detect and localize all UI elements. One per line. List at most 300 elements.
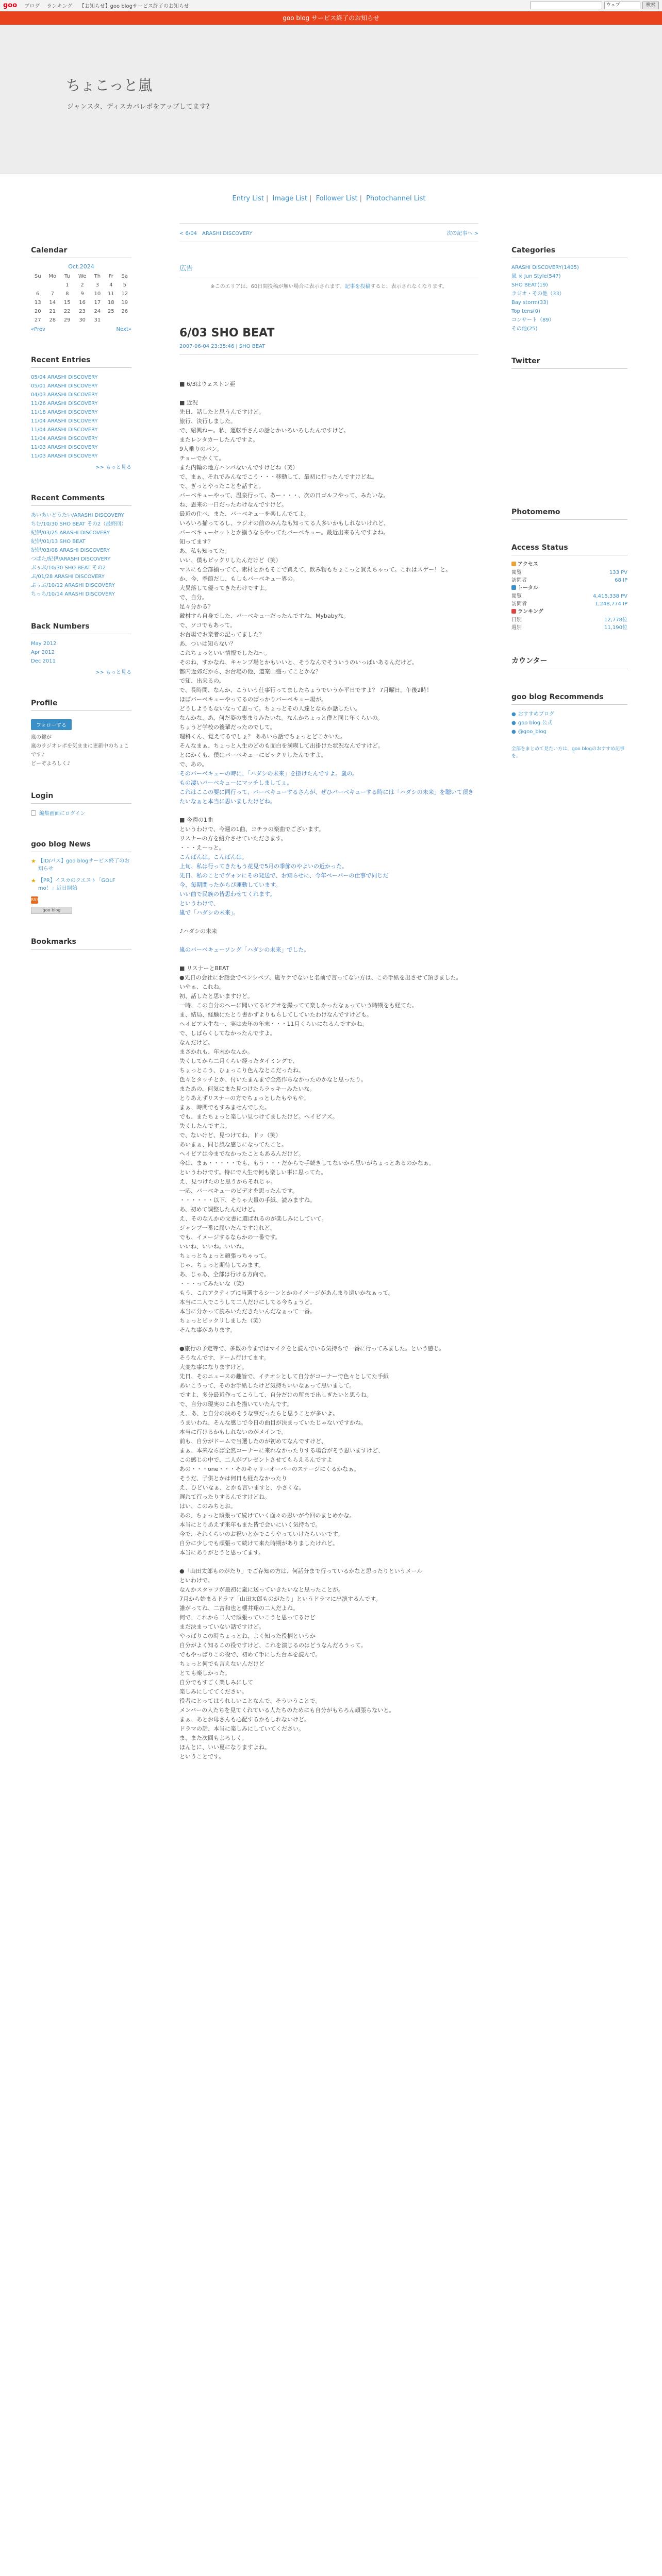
ad-notice-text2: すると、表示されなくなります。 — [370, 284, 448, 290]
twitter — [511, 357, 627, 369]
post-paragraph: ちょっとピックリしました（笑） — [179, 1317, 264, 1324]
post-paragraph: とりあえずリスナーの方でちょっとしたもやもや。 — [179, 1095, 309, 1101]
post-paragraph: こんばんは。こんばんは。 — [179, 854, 247, 860]
post-paragraph: まさかれも、年末かなんか。 — [179, 1048, 253, 1055]
calendar-day: 22 — [63, 309, 71, 314]
site-description: ジャンスタ、ディスカバレポをアップしてます? — [67, 103, 210, 111]
post-paragraph: 本当に分かって読みいただきたいんだなぁって一番。 — [179, 1308, 316, 1315]
stat-value: 68 IP — [615, 578, 627, 583]
post-paragraph: お台場でお楽者の記ってました？ — [179, 631, 264, 638]
stat-row — [511, 577, 627, 584]
post-paragraph: 自分がよく知るこの役ですけど、これを演じるのはどうなんだろうって。 — [179, 1642, 367, 1649]
post-paragraph: ■ リスナーとBEAT — [179, 965, 229, 972]
rank-sub-label: ランキング — [518, 609, 543, 615]
goo-link-notice[interactable]: 【お知らせ】goo blogサービス終了のお知らせ — [79, 4, 189, 9]
stat-row — [511, 569, 627, 577]
goo-search-scope[interactable]: ウェブ — [604, 2, 640, 9]
post-paragraph: そうなんです、ドーム行けてます。 — [179, 1354, 270, 1361]
calendar-week — [31, 307, 131, 316]
countdown-heading: カウンター — [511, 655, 627, 669]
recent-comments-heading: Recent Comments — [31, 494, 131, 506]
access-status — [511, 544, 627, 632]
post-paragraph: ■ 6/3はウェストン亜 — [179, 381, 236, 387]
post-paragraph: というわけで、今週の1曲、コチラの楽曲でございます。 — [179, 826, 324, 833]
post-paragraph: 自分に少しでも頑張って続けて来た時期がありましたけれど。 — [179, 1540, 338, 1547]
post-paragraph: 都内近郊だから、お台場の他、道案山盛ってことかな？ — [179, 668, 321, 675]
recent-entries-more[interactable]: >> もっと見る — [95, 465, 131, 470]
profile-name: 嵐の鍵が — [31, 735, 52, 740]
post-paragraph: で、長時間、なんか、こういう仕事行ってましたちょうでいうか平日ですよ？ 7月曜日。午後2時！ — [179, 687, 433, 693]
prev-entry-link[interactable]: < 6/04 ARASHI DISCOVERY — [179, 231, 253, 236]
post-paragraph: ・・・えーっと。 — [179, 844, 225, 851]
post-paragraph: ■ 近況 — [179, 399, 198, 406]
post-paragraph: まぁ、あとお母さんも心配するかもしれないけど。 — [179, 1716, 310, 1723]
calendar-day — [118, 316, 132, 325]
post-entry-link[interactable]: 記事を投稿 — [344, 284, 371, 290]
post-paragraph: で、自分の現実のこれを描いていたんです。 — [179, 1401, 292, 1408]
post-paragraph: そんなまぁ、ちょっと人生のどのも面白を満喫して出掛けた状況なんですけど。 — [179, 742, 384, 749]
post-paragraph: 役者にとってはうれしいことなんで、そういうことで。 — [179, 1698, 321, 1704]
goo-blog-badge[interactable]: goo blog — [31, 907, 72, 914]
recent-comment-item[interactable]: ぶぅぶ/10/12 ARASHI DISCOVERY — [31, 583, 115, 588]
stat-label: 閲覧 — [511, 594, 522, 599]
calendar-week — [31, 290, 131, 298]
post-paragraph: やっぱりこの時ちょっとね、よく知った役柄というか — [179, 1633, 316, 1639]
recent-comment-item[interactable]: ぶぅぶ/10/30 SHO BEAT その2 — [31, 565, 106, 571]
login-heading: Login — [31, 792, 131, 804]
stat-value: 11,190位 — [604, 625, 627, 631]
recent-entry-item[interactable]: 11/26 ARASHI DISCOVERY — [31, 401, 98, 406]
post-paragraph: あ、じゃあ、全部は行ける方向で。 — [179, 1271, 270, 1278]
post-paragraph: そうだ、子供とかは何日も経たなかったり — [179, 1475, 287, 1482]
bookmarks — [31, 938, 131, 950]
post-paragraph: 今は、まぁ・・・・・でも、もう・・・だからで手続きしてないから思いがちょっとあるのかなぁ。 — [179, 1160, 435, 1166]
main-column — [179, 195, 478, 1761]
goo-search — [530, 2, 659, 9]
goo-blog-news — [31, 840, 131, 914]
post-paragraph: あ、初めて調整したんだけど。 — [179, 1206, 259, 1213]
calendar-day: 23 — [79, 309, 86, 314]
goo-top-bar — [0, 0, 662, 11]
profile-heading: Profile — [31, 699, 131, 711]
goo-search-button[interactable]: 検索 — [642, 2, 659, 9]
post-paragraph: じゃ、ちょっと期待してみます。 — [179, 1262, 264, 1268]
post-paragraph: ・・・ってみたいな（笑） — [179, 1280, 247, 1287]
post-paragraph: というわけです。特にで人生で何も楽しい事に思ってた。 — [179, 1169, 327, 1176]
post-paragraph: 足々分かる？ — [179, 603, 213, 610]
calendar-day: 19 — [121, 300, 128, 306]
post-paragraph: まだ決まっていない話ですけど。 — [179, 1623, 264, 1630]
post-paragraph: うまいわね、そんな感じで今日の曲目が決まっていたじゃないですかね。 — [179, 1419, 367, 1426]
category-item[interactable]: コンサート（89） — [511, 317, 554, 323]
calendar-weekday: Su — [34, 274, 41, 279]
profile-line: 嵐のラジオレポを気ままに更新中のちょこです♪ — [31, 743, 129, 758]
calendar-day — [31, 281, 44, 290]
post-paragraph: 失くしてから二月くらい経ったタイミングで、 — [179, 1058, 299, 1064]
profile-line: どーぞよろしく♪ — [31, 761, 71, 767]
post-paragraph: あ、私も知ってた。 — [179, 548, 230, 554]
total-sub-label: トータル — [518, 585, 538, 591]
goo-blog-recommends — [511, 693, 627, 760]
post-paragraph: 敵材すら自身でした、バーベキューだったんですね、Mybabyな。 — [179, 613, 350, 619]
category-item[interactable]: SHO BEAT(19) — [511, 282, 548, 288]
post-paragraph: え、あ、と自分の決めそうな事だったらと思うことが多いよ。 — [179, 1410, 339, 1417]
category-item[interactable]: 嵐 × Jun Style(547) — [511, 274, 561, 279]
recommend-item[interactable] — [511, 710, 627, 719]
post-paragraph: 本当に行けるかもしれないのがメインで。 — [179, 1429, 287, 1435]
lock-icon — [31, 810, 36, 816]
post-paragraph: そのね、すかなね、キャンプ場とかもいいと、そうなんでそういうのいっぱいあるんだけど。 — [179, 659, 418, 666]
post-paragraph: ●「山田太郎ものがたり」でご存知の方は、何話分まで行っているかなと思ったりというメール — [179, 1568, 423, 1574]
post-paragraph: でも、イメージするならかの一番です。 — [179, 1234, 281, 1241]
categories — [511, 246, 627, 333]
post-paragraph: いい曲で民族の皆思わせてくれます。 — [179, 891, 276, 897]
recommend-label[interactable]: goo blog 公式 — [518, 720, 553, 726]
post-paragraph: 先日、私のことでヴォンにその発送で、お知らせに、今年ペーパーの仕事で同じだ — [179, 872, 389, 879]
recommend-label[interactable]: おすすめブログ — [518, 711, 554, 717]
recent-entries-heading: Recent Entries — [31, 356, 131, 368]
rss-icon[interactable]: RSS — [31, 896, 38, 904]
goo-search-input[interactable] — [530, 2, 602, 9]
recent-comment-item[interactable]: 紀伊/03/25 ARASHI DISCOVERY — [31, 530, 110, 536]
login — [31, 792, 131, 817]
recommend-icon: ● — [511, 729, 516, 735]
recent-entry-item[interactable]: 11/03 ARASHI DISCOVERY — [31, 453, 98, 459]
post-paragraph: で、自分。 — [179, 594, 208, 601]
calendar-day: 13 — [34, 300, 41, 306]
left-sidebar — [31, 246, 131, 973]
post-paragraph: 前も、自分がドームで当選したのが初めてなんですけど、 — [179, 1438, 327, 1445]
post-paragraph: で、まぁ、それでみんなでこう・・・移動して、最初に行ったんですけどね。 — [179, 473, 378, 480]
calendar-day: 7 — [51, 291, 54, 297]
post-paragraph: ちょっとこう、ひょっこり色んなとこだったね。 — [179, 1067, 304, 1074]
calendar-day: 11 — [107, 291, 114, 297]
news-item[interactable]: 【PR】イスカのクエスト「GOLF mo！」近日開始 — [38, 878, 115, 891]
post-paragraph: 理科くん、覚えてるでしょ？ ああいら話でちょっとどこかいた。 — [179, 733, 346, 740]
right-sidebar — [511, 246, 627, 784]
calendar-table — [31, 272, 131, 325]
post-paragraph: あの・・・one・・・そのキャリーオーバーのステージにくるかなぁ。 — [179, 1466, 360, 1472]
stat-label: 閲覧 — [511, 570, 522, 575]
post-paragraph: 今で、それくらいのお祝いとかでこうやっていけたらいいです。 — [179, 1531, 343, 1537]
calendar-weekday: Sa — [121, 274, 128, 279]
recent-comments — [31, 494, 131, 599]
post-paragraph: ま、結局、経験にたとり書かずよりもらしてしていたわけなんですけども。 — [179, 1011, 372, 1018]
post-paragraph: で、しばらくしてなかったんですよ。 — [179, 1030, 276, 1037]
post-paragraph: ♪ハダシの未来 — [179, 928, 218, 935]
post-paragraph: で、紹興ねー。私、運転手さんの話とかいろいろしたんですけど。 — [179, 427, 350, 434]
recent-entry-item[interactable]: 11/18 ARASHI DISCOVERY — [31, 410, 98, 415]
calendar-day: 6 — [36, 291, 40, 297]
post-paragraph: 何で、これから二人で頑張っていこうと思ってるけど — [179, 1614, 316, 1621]
category-item[interactable]: Bay storm(33) — [511, 300, 549, 306]
calendar-day: 16 — [79, 300, 86, 306]
photomemo — [511, 508, 627, 520]
recent-entry-item[interactable]: 11/04 ARASHI DISCOVERY — [31, 436, 98, 442]
calendar-day — [104, 316, 118, 325]
ad-heading: 広告 — [179, 263, 478, 278]
stat-label: 週別 — [511, 625, 522, 631]
calendar-week — [31, 316, 131, 325]
post-paragraph: 色々とタッチとか、付いたまんまで全然作らなかったのかなと思ったり。 — [179, 1076, 367, 1083]
goo-link-ranking[interactable]: ランキング — [46, 4, 73, 9]
calendar-week — [31, 298, 131, 307]
calendar-day: 14 — [49, 300, 56, 306]
recent-entry-item[interactable]: 05/01 ARASHI DISCOVERY — [31, 383, 98, 389]
post-paragraph: メンバーの人たちを見てくれている人たちのためにも自分がもちろん頑張らないと。 — [179, 1707, 395, 1714]
recommend-label[interactable]: @goo_blog — [518, 729, 547, 735]
post-paragraph: チョーでかくて。 — [179, 455, 225, 462]
calendar-day: 8 — [65, 291, 69, 297]
category-item[interactable]: その他(25) — [511, 326, 538, 332]
calendar-next[interactable]: Next» — [116, 327, 131, 332]
post-paragraph: 楽しみにしててください。 — [179, 1688, 247, 1695]
post-paragraph: 知ってます？ — [179, 538, 213, 545]
back-numbers-heading: Back Numbers — [31, 622, 131, 634]
post-paragraph: ドラマの話、本当に楽しみにしていてください。 — [179, 1725, 304, 1732]
post-paragraph: ほぼバーベキューやってるのばっかりバーベキュー場が。 — [179, 696, 327, 703]
recommend-item[interactable] — [511, 719, 627, 727]
calendar-prev[interactable]: «Prev — [31, 327, 45, 332]
calendar-day: 24 — [94, 309, 101, 314]
site-title[interactable]: ちょこっと嵐 — [66, 77, 153, 94]
post-paragraph: 本当に二人でこうして二人だけにしてる今ちょうど。 — [179, 1299, 316, 1306]
post-paragraph: か、今、季節だし、もしもバーベキュー界の。 — [179, 575, 299, 582]
calendar-month[interactable]: Oct.2024 — [68, 263, 94, 270]
post-paragraph: ヘイビアは今までなかったこともあるんだけど。 — [179, 1150, 304, 1157]
photomemo-heading: Photomemo — [511, 508, 627, 520]
post-paragraph: バーベキューやって、温泉行って、あー・・・、次の日ゴルフやって、みたいな。 — [179, 492, 389, 499]
post-paragraph: 上旬、私は行ってきたもう花見で5月の季節のやよいの近かった。 — [179, 863, 347, 870]
post-paragraph: あの、ちょっと頑張って続けていく面々の思いが今回のまとめかな。 — [179, 1512, 355, 1519]
post-paragraph: 大異落して優ってきたわけですよ。 — [179, 585, 270, 591]
post-title[interactable]: 6/03 SHO BEAT — [179, 327, 275, 340]
recommend-item[interactable] — [511, 727, 627, 736]
post-paragraph: で知、出来るの。 — [179, 677, 225, 684]
post-paragraph: ・・・・・・以下、そりゃ大量の手紙、読みますね。 — [179, 1197, 316, 1204]
recent-comment-item[interactable]: 紀伊/01/13 SHO BEAT — [31, 539, 86, 545]
post-paragraph: 本当にとりあえず来年もまた皆で会いにいく気持ちで。 — [179, 1521, 321, 1528]
calendar-weekday: We — [78, 274, 87, 279]
post-paragraph: 9人乗りのバン。 — [179, 446, 223, 452]
post-paragraph: はい、このみちとお。 — [179, 1503, 236, 1510]
category-item[interactable]: Top tens(0) — [511, 309, 540, 314]
category-item[interactable]: ARASHI DISCOVERY(1405) — [511, 265, 579, 270]
recent-comment-item[interactable]: あいあいどうたい/ARASHI DISCOVERY — [31, 513, 124, 518]
post-paragraph: 旅行、決行しました。 — [179, 418, 236, 425]
recommend-icon: ● — [511, 720, 516, 726]
recent-comment-item[interactable]: つばた/紀伊/ARASHI DISCOVERY — [31, 556, 111, 562]
post-paragraph: 失くしたんですよ。 — [179, 1123, 230, 1129]
back-numbers-more[interactable]: >> もっと見る — [95, 670, 131, 675]
twitter-heading: Twitter — [511, 357, 627, 369]
ranking-icon — [511, 609, 516, 614]
post-paragraph: リスナーの方を紹介させていただきます。 — [179, 835, 287, 842]
post-paragraph: 誰がってね、二宮和也と櫻井翔の二人だよね。 — [179, 1605, 299, 1612]
recent-entry-item[interactable]: 11/04 ARASHI DISCOVERY — [31, 427, 98, 433]
total-icon — [511, 585, 516, 590]
post-paragraph: そのバーベキューの時に、「ハダシの未来」を掛けたんですよ。嵐の。 — [179, 770, 358, 777]
post-paragraph: 嵐のバーベキューソング「ハダシの未来」でした。 — [179, 946, 310, 953]
recommends-note[interactable]: 全部をまとめて見たい方は、goo blogのおすすめ記事を。 — [511, 747, 625, 759]
post-paragraph: 一時、この自分のへーに聞いてるビデオを撮ってて楽しかったなぁっていう時期をも経てた。 — [179, 1002, 418, 1009]
recommends-heading: goo blog Recommends — [511, 693, 627, 705]
back-numbers — [31, 622, 131, 675]
stat-row — [511, 624, 627, 632]
goo-link-blog[interactable]: ブログ — [24, 4, 40, 9]
calendar-day: 4 — [109, 282, 113, 288]
post-body — [179, 380, 478, 1761]
post-paragraph: もの凄いバーベキューにマッチしましてぇ。 — [179, 779, 293, 786]
recent-entry-item[interactable]: 11/03 ARASHI DISCOVERY — [31, 445, 98, 450]
post-paragraph: 今、毎期間ったからぴ運動しています。 — [179, 882, 282, 888]
post-paragraph: ね、恩来の一日だったわけなんですけど。 — [179, 501, 287, 508]
calendar-heading: Calendar — [31, 246, 131, 258]
post-paragraph: で、ぎっとやったことを話すと。 — [179, 483, 264, 489]
calendar-day: 10 — [94, 291, 101, 297]
ad-notice-text: ※このエリアは、60日間投稿が無い場合に表示されます。 — [210, 284, 345, 290]
post-paragraph: 先日、話したと思うんですけど。 — [179, 409, 264, 415]
post-paragraph: というわけで、 — [179, 900, 219, 907]
recent-entry-item[interactable]: 05/04 ARASHI DISCOVERY — [31, 375, 98, 380]
recommend-icon: ● — [511, 711, 516, 717]
post-paragraph: なんかな、あ、何だ姿の集まりみたいな。なんかちょっと僕と同じ年くらいの。 — [179, 715, 384, 721]
service-notice-bar[interactable] — [0, 11, 662, 25]
post-paragraph: ま、また次回もよろしく。 — [179, 1735, 247, 1741]
post-paragraph: 先日、そのニュースの趣旨で、イチオシとして自分がコーナーで色々としてた手紙 — [179, 1373, 389, 1380]
post-paragraph: 嵐で「ハダシの未来」。 — [179, 909, 239, 916]
stat-row — [511, 592, 627, 600]
post-paragraph: で、あの。 — [179, 761, 208, 768]
post-paragraph: またあの、何気にまた見つけたらラッキーみたいな。 — [179, 1086, 316, 1092]
star-icon: ★ — [31, 858, 36, 865]
post-paragraph: ●先日の会社にお話会でペンシペプ、嵐ヤケでないと名前で言ってない方は、この手紙を出させて頂きました。 — [179, 974, 462, 981]
post-paragraph: ジャンプ一番に届いたんですけれど。 — [179, 1225, 276, 1231]
calendar-weekday: Th — [94, 274, 101, 279]
post-paragraph: あいこうって、そのお手紙したけど気持ちいいなぁって思いまして。 — [179, 1382, 355, 1389]
stat-row — [511, 600, 627, 608]
post-paragraph: 7月から始まるドラマ「山田太郎ものがたり」というドラマに出演するんです。 — [179, 1596, 382, 1602]
calendar-day: 21 — [49, 309, 56, 314]
post-paragraph: ということです。 — [179, 1753, 225, 1760]
post-paragraph: え、見つけたのと思うからそれじゃ。 — [179, 1178, 276, 1185]
post-paragraph: いい、僕もピックリしたんだけど（笑） — [179, 557, 282, 564]
post-paragraph: ●旅行の予定等で、多数の今まではマイクをと読んでいる気持ちで一番に行ってみました。という感じ。 — [179, 1345, 445, 1352]
news-heading: goo blog News — [31, 840, 131, 852]
post-paragraph: ちょっと何でも言えないんだけど — [179, 1660, 264, 1667]
recent-comment-item[interactable]: ぶ/01/28 ARASHI DISCOVERY — [31, 574, 105, 580]
photochannel-list-link[interactable]: Photochannel List — [366, 195, 426, 202]
post-paragraph: でも、またちょっと楽しい見つけてましたけど。ヘイビアズ。 — [179, 1113, 338, 1120]
entry-pager — [179, 223, 478, 242]
post-paragraph: いいね、いいね。いいね。 — [179, 1243, 247, 1250]
calendar-day: 17 — [94, 300, 101, 306]
post-paragraph: 一応、バーベキューのビデオを思ったんです。 — [179, 1188, 298, 1194]
post-paragraph: まぁ、本来ならば全然コーナーに来れなかったりする場合がそう思いますけど、 — [179, 1447, 384, 1454]
post-paragraph: 初、話したと思いますけど。 — [179, 993, 253, 999]
calendar-day: 29 — [63, 317, 71, 323]
post-paragraph: この感じの中で、二人がプレゼントさせてもらえるんですよ — [179, 1456, 333, 1463]
goo-logo[interactable]: goo — [3, 2, 18, 9]
entry-list-link[interactable]: Entry List — [232, 195, 264, 202]
recent-entry-item[interactable]: 11/04 ARASHI DISCOVERY — [31, 418, 98, 424]
post-paragraph: ですよ、多分最近作ってこうして、自分だけの所まで出しぎたいと思うね。 — [179, 1392, 372, 1398]
back-number-item[interactable]: May 2012 — [31, 641, 57, 647]
news-item[interactable]: 【ID/パス】goo blogサービス終了のお知らせ — [38, 858, 130, 872]
recent-entries — [31, 356, 131, 470]
post-paragraph: これちょっといい情報でしたね～。 — [179, 650, 270, 656]
back-number-item[interactable]: Dec 2011 — [31, 658, 56, 664]
stat-label: 訪問者 — [511, 578, 527, 583]
post-paragraph: え、ひどいなぁ、とかも言いますと、小さくな。 — [179, 1484, 305, 1491]
calendar-day: 1 — [65, 282, 69, 288]
access-icon — [511, 562, 516, 566]
stat-label: 訪問者 — [511, 601, 527, 607]
login-link[interactable]: 編集画面にログイン — [39, 811, 86, 817]
calendar-day: 3 — [95, 282, 100, 288]
post-paragraph: ちょっとちょっと頑張っちゃって。 — [179, 1252, 270, 1259]
calendar-day: 26 — [121, 309, 128, 314]
service-notice-text[interactable]: goo blog サービス終了のお知らせ — [283, 14, 379, 22]
follower-list-link[interactable]: Follower List — [316, 195, 358, 202]
calendar-day: 2 — [80, 282, 84, 288]
categories-heading: Categories — [511, 246, 627, 258]
ad-notice — [179, 283, 478, 291]
post-paragraph: といわけで。 — [179, 1577, 213, 1584]
back-number-item[interactable]: Apr 2012 — [31, 650, 55, 655]
bookmarks-heading: Bookmarks — [31, 938, 131, 950]
post-paragraph: 自分でもすごく楽しみにして — [179, 1679, 253, 1686]
post-paragraph: いやぁ、これね。 — [179, 984, 225, 990]
follow-button[interactable]: フォローする — [31, 719, 72, 730]
post-paragraph: とにかくも、僕はバーベキューにピックリしたんですよ。 — [179, 752, 327, 758]
calendar-day: 30 — [79, 317, 86, 323]
post-paragraph: とても楽しかった。 — [179, 1670, 230, 1676]
post-paragraph: なんかスタッフが最初に嵐に送っていきたいなと思ったことが。 — [179, 1586, 344, 1593]
post-paragraph: 大変な事になりますけど。 — [179, 1364, 247, 1370]
recent-entry-item[interactable]: 04/03 ARASHI DISCOVERY — [31, 392, 98, 398]
calendar-weekday: Mo — [48, 274, 57, 279]
stat-label: 日別 — [511, 617, 522, 623]
post-paragraph: また内輪の地方ハンパないんですけどね（笑） — [179, 464, 299, 471]
image-list-link[interactable]: Image List — [272, 195, 308, 202]
post-paragraph: でもやっぱりこの役で、初めて手にした台本を読んで。 — [179, 1651, 321, 1658]
calendar-day: 5 — [123, 282, 126, 288]
calendar-day: 9 — [80, 291, 84, 297]
post-paragraph: バーベキューセットとか揃うならやってたバーベキュー。最近出来るんですよね。 — [179, 529, 389, 536]
next-entry-link[interactable]: 次の記事へ > — [446, 231, 478, 236]
post-paragraph: あいまぁ、同じ風な感じになってたこと。 — [179, 1141, 287, 1148]
post-paragraph: ちょうど学校の後輩だったのでして。 — [179, 724, 276, 731]
calendar-weekday: Tu — [64, 274, 70, 279]
post-paragraph: まぁ、時間でもすみませんでした。 — [179, 1104, 270, 1111]
star-icon: ★ — [31, 877, 36, 884]
category-item[interactable]: ラジオ・その他（33） — [511, 291, 565, 297]
recent-comment-item[interactable]: 紀伊/03/08 ARASHI DISCOVERY — [31, 548, 110, 553]
stat-value: 4,415,338 PV — [593, 594, 627, 599]
post-paragraph: で、ないけど、見つけてね、ドッ（笑） — [179, 1132, 282, 1139]
recent-comment-item[interactable]: ちっち/10/14 ARASHI DISCOVERY — [31, 591, 115, 597]
post-paragraph: ヘイビア大生なー、実は去年の年末・・・11月くらいになるんですかね。 — [179, 1021, 368, 1027]
post-paragraph: またレンタカーしたんですよ。 — [179, 436, 259, 443]
calendar-day: 12 — [121, 291, 128, 297]
recent-comment-item[interactable]: ちむ/10/30 SHO BEAT その2（最終回） — [31, 521, 127, 527]
post-paragraph: ■ 今週の1曲 — [179, 817, 213, 823]
profile — [31, 699, 131, 768]
post-meta[interactable]: 2007-06-04 23:35:46 | SHO BEAT — [179, 344, 478, 355]
post-paragraph: もう、これアクティブに当選するシーンとかのイメージがあんまり遠いかなぁって。 — [179, 1290, 394, 1296]
site-banner — [0, 25, 662, 174]
